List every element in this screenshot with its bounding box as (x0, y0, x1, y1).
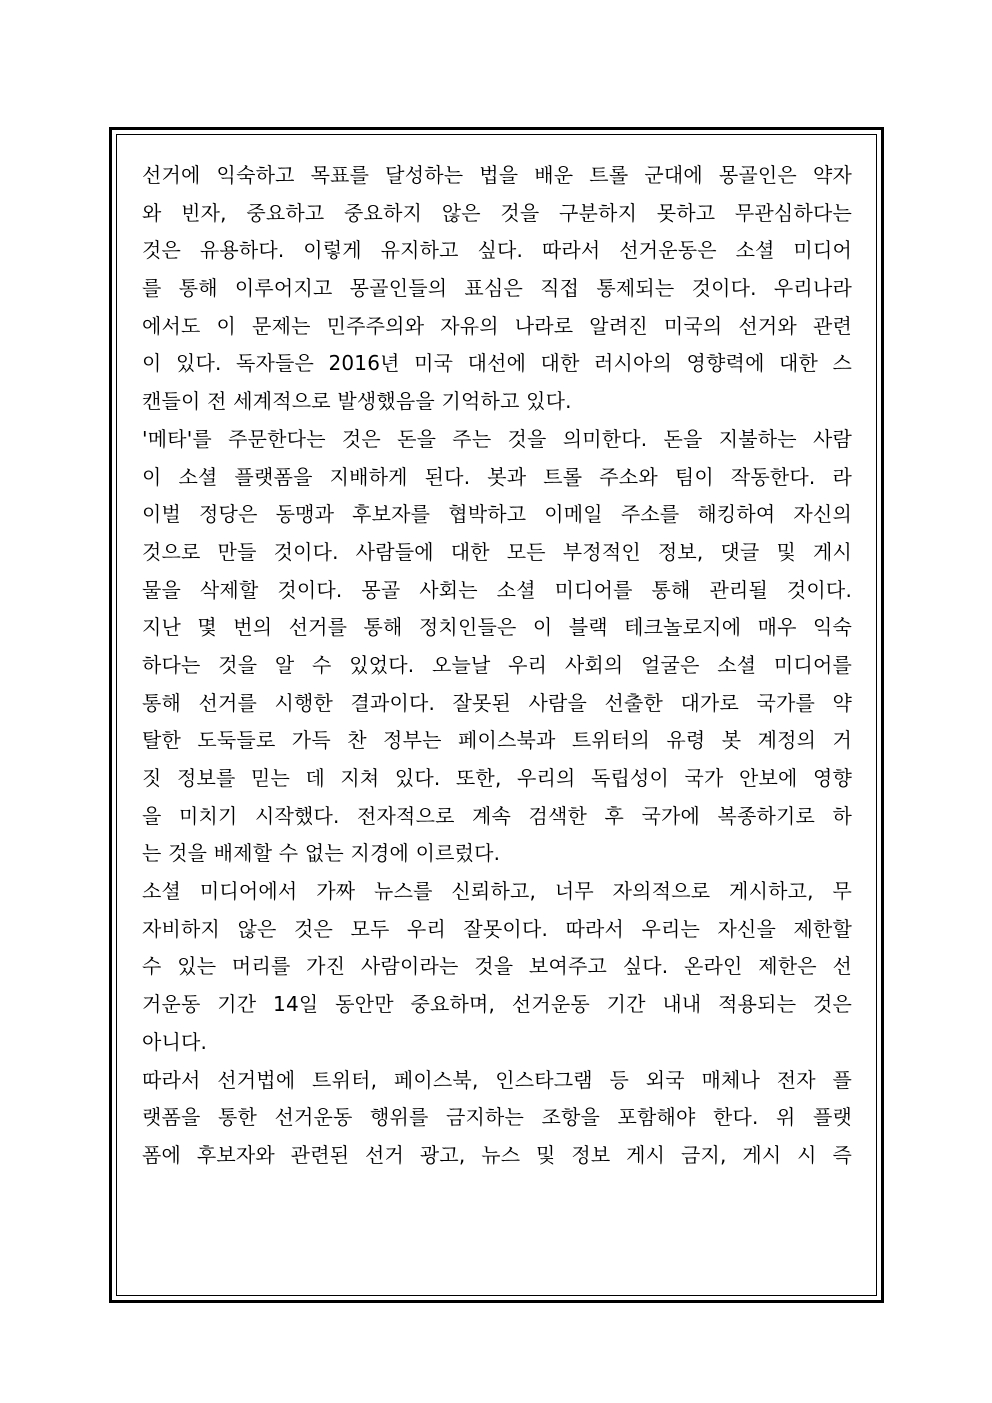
text-line: 탈한 도둑들로 가득 찬 정부는 페이스북과 트위터의 유령 봇 계정의 거 (142, 728, 852, 753)
text-line: 와 빈자, 중요하고 중요하지 않은 것을 구분하지 못하고 무관심하다는 (142, 200, 852, 225)
text-line: 이 소셜 플랫폼을 지배하게 된다. 봇과 트롤 주소와 팀이 작동한다. 라 (142, 464, 852, 489)
text-line: 하다는 것을 알 수 있었다. 오늘날 우리 사회의 얼굴은 소셜 미디어를 (142, 652, 852, 677)
text-line: 캔들이 전 세계적으로 발생했음을 기억하고 있다. (142, 389, 572, 414)
text-line: 것은 유용하다. 이렇게 유지하고 싶다. 따라서 선거운동은 소셜 미디어 (142, 238, 852, 263)
text-line: 이 있다. 독자들은 2016년 미국 대선에 대한 러시아의 영향력에 대한 스 (142, 351, 852, 376)
text-line: 짓 정보를 믿는 데 지쳐 있다. 또한, 우리의 독립성이 국가 안보에 영향 (142, 766, 852, 790)
text-line: 따라서 선거법에 트위터, 페이스북, 인스타그램 등 외국 매체나 전자 플 (142, 1067, 852, 1092)
text-line: 소셜 미디어에서 가짜 뉴스를 신뢰하고, 너무 자의적으로 게시하고, 무 (142, 879, 852, 904)
text-line: 를 통해 이루어지고 몽골인들의 표심은 직접 통제되는 것이다. 우리나라 (142, 276, 852, 301)
text-line: 지난 몇 번의 선거를 통해 정치인들은 이 블랙 테크놀로지에 매우 익숙 (142, 615, 852, 640)
text-line: '메타'를 주문한다는 것은 돈을 주는 것을 의미한다. 돈을 지불하는 사람 (142, 426, 852, 451)
text-line: 자비하지 않은 것은 모두 우리 잘못이다. 따라서 우리는 자신을 제한할 (142, 916, 852, 941)
text-line: 아니다. (142, 1029, 208, 1054)
text-line: 선거에 익숙하고 목표를 달성하는 법을 배운 트롤 군대에 몽골인은 약자 (142, 163, 852, 187)
text-line: 이벌 정당은 동맹과 후보자를 협박하고 이메일 주소를 해킹하여 자신의 (142, 502, 852, 527)
text-line: 물을 삭제할 것이다. 몽골 사회는 소셜 미디어를 통해 관리될 것이다. (142, 577, 852, 602)
document-body (142, 157, 852, 1175)
text-line: 것으로 만들 것이다. 사람들에 대한 모든 부정적인 정보, 댓글 및 게시 (142, 539, 852, 564)
text-line: 는 것을 배제할 수 없는 지경에 이르렀다. (142, 841, 501, 866)
text-line: 을 미치기 시작했다. 전자적으로 계속 검색한 후 국가에 복종하기로 하 (142, 803, 852, 828)
text-line: 통해 선거를 시행한 결과이다. 잘못된 사람을 선출한 대가로 국가를 약 (142, 690, 852, 715)
text-line: 에서도 이 문제는 민주주의와 자유의 나라로 알려진 미국의 선거와 관련 (142, 313, 852, 338)
text-line: 수 있는 머리를 가진 사람이라는 것을 보여주고 싶다. 온라인 제한은 선 (142, 954, 852, 979)
text-line: 랫폼을 통한 선거운동 행위를 금지하는 조항을 포함해야 한다. 위 플랫 (142, 1105, 852, 1130)
text-line: 폼에 후보자와 관련된 선거 광고, 뉴스 및 정보 게시 금지, 게시 시 즉 (142, 1142, 852, 1167)
text-line: 거운동 기간 14일 동안만 중요하며, 선거운동 기간 내내 적용되는 것은 (142, 992, 852, 1017)
